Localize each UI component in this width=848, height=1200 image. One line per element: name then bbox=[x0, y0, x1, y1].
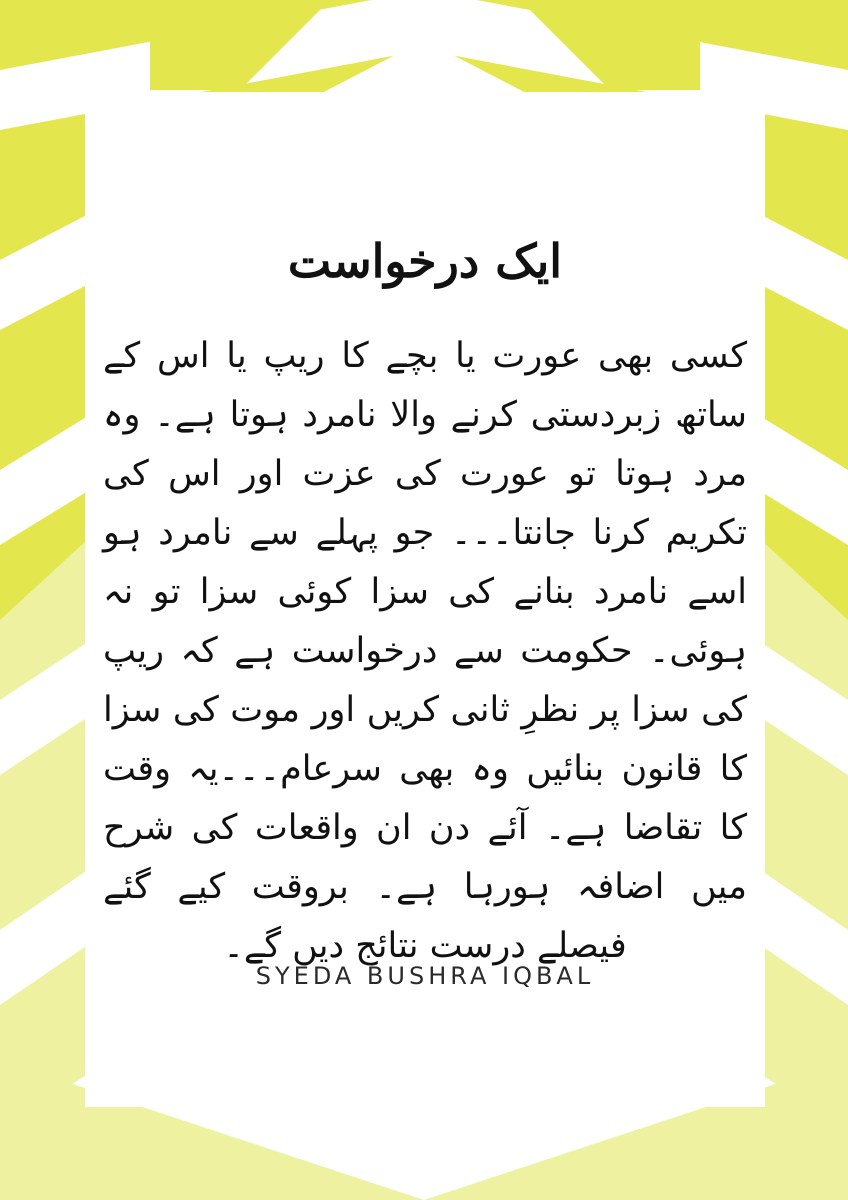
poster-title: ایک درخواست bbox=[287, 234, 563, 288]
author-name: SYEDA BUSHRA IQBAL bbox=[255, 962, 595, 990]
poster-card bbox=[85, 92, 765, 1107]
poster-body: کسی بھی عورت یا بچے کا ریپ یا اس کے ساتھ زبردستی کرنے والا نامرد ہوتا ہے۔ وہ مرد ہوتا تو عورت کی عزت اور اس کی تکریم کرنا جانتا۔۔۔ جو پہلے سے نامرد ہو اسے نامرد بنانے کی سزا کوئی سزا تو نہ ہوئی۔ حکومت سے درخواست ہے کہ ریپ کی سزا پر نظرِ ثانی کریں اور موت کی سزا کا قانون بنائیں وہ بھی سرعام۔۔۔یہ وقت کا تقاضا ہے۔ آئے دن ان واقعات کی شرح میں اضافہ ہورہا ہے۔ بروقت کیے گئے فیصلے درست نتائج دیں گے۔ bbox=[103, 336, 747, 966]
